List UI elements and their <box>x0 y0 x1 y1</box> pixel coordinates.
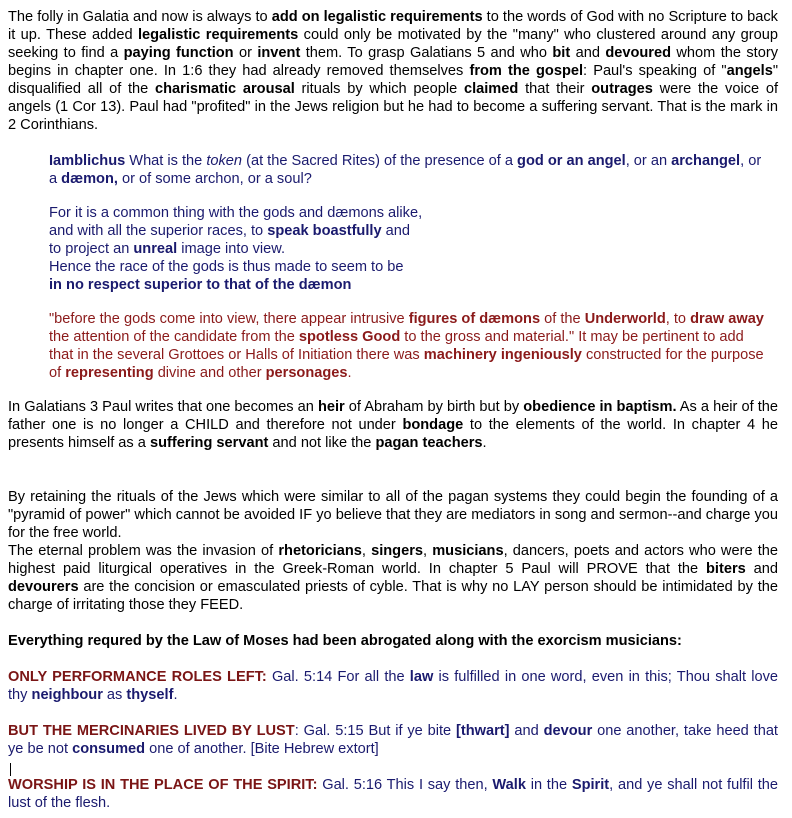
emphasis: law <box>409 669 434 685</box>
emphasis: spotless Good <box>298 329 401 345</box>
emphasis: Spirit <box>571 777 610 793</box>
worship-spirit-paragraph <box>8 776 778 812</box>
text: or of some archon, or a soul? <box>117 171 312 187</box>
emphasis: draw away <box>690 311 764 327</box>
scripture-text: one another, take heed that ye be not <box>8 723 778 757</box>
scripture-text: . <box>173 687 178 703</box>
emphasis: angels <box>726 63 773 79</box>
scripture-text: Gal. 5:14 For all the <box>266 669 410 685</box>
text: , to <box>665 311 691 327</box>
rhetoricians-paragraph <box>8 542 778 614</box>
text: By retaining the rituals of the Jews which were similar to all of the pagan systems they could begin the founding of a "pyramid of power" which cannot be avoided IF yo believe that they are mediators in song and sermon--and charge you for the free world. <box>8 489 778 541</box>
iamblichus-quote <box>49 152 769 188</box>
emphasis: pagan teachers <box>375 435 483 451</box>
emphasis: Walk <box>492 777 526 793</box>
pyramid-paragraph <box>8 488 778 542</box>
text: of Abraham by birth but by <box>344 399 524 415</box>
text: and <box>570 45 606 61</box>
text: Hence the race of the gods is thus made to seem to be <box>49 259 404 275</box>
text: to the elements of the world. In chapter 4 he presents himself as a <box>8 417 778 451</box>
text: to project an <box>49 241 134 257</box>
text: , dancers, poets and actors who were the highest paid liturgical operatives in the Greek-Roman world. In chapter 5 Paul will PROVE that the <box>8 543 778 577</box>
text: are the concision or emasculated priests of cyble. That is why no LAY person should be intimidated by the charge of irritating those they FEED. <box>8 579 778 613</box>
section-heading: WORSHIP IS IN THE PLACE OF THE SPIRIT: <box>8 777 318 793</box>
emphasis: charismatic arousal <box>155 81 295 97</box>
mercinaries-paragraph <box>8 722 778 758</box>
emphasis: obedience in baptism. <box>523 399 677 415</box>
text: to the words of God with no Scripture to back it up. These added <box>8 9 778 43</box>
text: or <box>233 45 258 61</box>
gods-daemons-quote <box>49 204 769 294</box>
emphasis: god or an angel <box>517 153 626 169</box>
emphasis: machinery ingeniously <box>423 347 582 363</box>
text: In Galatians 3 Paul writes that one becomes an <box>8 399 318 415</box>
text: . <box>347 365 352 381</box>
emphasis: heir <box>317 399 345 415</box>
scripture-text: and <box>509 723 544 739</box>
text: (at the Sacred Rites) of the presence of a <box>242 153 518 169</box>
scripture-text: , and ye shall not fulfil the lust of the flesh. <box>8 777 779 811</box>
emphasis: bit <box>552 45 571 61</box>
intro-paragraph <box>8 8 778 134</box>
emphasis: representing <box>65 365 154 381</box>
performance-roles-paragraph <box>8 668 778 704</box>
emphasis: bondage <box>402 417 464 433</box>
text: rituals by which people <box>294 81 464 97</box>
text: , <box>361 543 372 559</box>
text-cursor-bar <box>10 763 11 776</box>
text: , or an <box>625 153 672 169</box>
emphasis: Underworld <box>584 311 666 327</box>
scripture-text: is fulfilled in one word, even in this; Thou shalt love thy <box>8 669 778 703</box>
galatians-3-paragraph <box>8 398 778 452</box>
emphasis: speak boastfully <box>267 223 382 239</box>
italic-text: token <box>206 153 243 169</box>
emphasis: legalistic requirements <box>137 27 299 43</box>
text: As a heir of the father one is no longer a CHILD and therefore not under <box>8 399 778 433</box>
text: "before the gods come into view, there appear intrusive <box>49 311 409 327</box>
text: What is the <box>125 153 207 169</box>
text: , <box>423 543 433 559</box>
text: the attention of the candidate from the <box>49 329 299 345</box>
emphasis: devour <box>543 723 593 739</box>
text: of the <box>540 311 585 327</box>
emphasis: outrages <box>591 81 653 97</box>
emphasis: musicians <box>432 543 504 559</box>
scripture-text: Gal. 5:16 This I say then, <box>317 777 493 793</box>
text: " disqualified all of the <box>8 63 779 97</box>
text: The eternal problem was the invasion of <box>8 543 279 559</box>
text: them. To grasp Galatians 5 and who <box>300 45 553 61</box>
emphasis: thyself <box>126 687 174 703</box>
scripture-text: as <box>102 687 127 703</box>
section-heading: ONLY PERFORMANCE ROLES LEFT: <box>8 669 267 685</box>
text: The folly in Galatia and now is always to <box>8 9 272 25</box>
text: : Paul's speaking of " <box>583 63 727 79</box>
emphasis: personages <box>265 365 348 381</box>
emphasis: in no respect superior to that of the dæmon <box>49 277 352 293</box>
emphasis: neighbour <box>31 687 103 703</box>
text: could only be motivated by the "many" who clustered around any group seeking to find a <box>8 27 778 61</box>
emphasis: from the gospel <box>469 63 584 79</box>
scripture-text: in the <box>525 777 572 793</box>
text: whom the story begins in chapter one. In 1:6 they had already removed themselves <box>8 45 778 79</box>
emphasis: [thwart] <box>456 723 510 739</box>
emphasis: dæmon, <box>61 171 118 187</box>
emphasis: singers <box>371 543 423 559</box>
emphasis: archangel <box>671 153 741 169</box>
quote-author: Iamblichus <box>49 153 126 169</box>
text: and not like the <box>268 435 376 451</box>
text: image into view. <box>177 241 286 257</box>
emphasis: consumed <box>72 741 146 757</box>
emphasis: claimed <box>463 81 519 97</box>
section-heading: BUT THE MERCINARIES LIVED BY LUST <box>8 723 295 739</box>
text: and <box>745 561 778 577</box>
text: For it is a common thing with the gods and dæmons alike, <box>49 205 423 221</box>
emphasis: devoured <box>605 45 672 61</box>
text: , or a <box>49 153 762 187</box>
emphasis: biters <box>706 561 746 577</box>
law-abrogated-heading <box>8 632 778 650</box>
emphasis: Everything requred by the Law of Moses had been abrogated along with the exorcism musicians: <box>8 633 682 649</box>
text: were the voice of angels (1 Cor 13). Paul had "profited" in the Jews religion but he had to become a suffering servant. That is the mark in 2 Corinthians. <box>8 81 779 133</box>
text: constructed for the purpose of <box>49 347 764 381</box>
emphasis: add on legalistic requirements <box>271 9 483 25</box>
emphasis: invent <box>257 45 301 61</box>
emphasis: paying function <box>123 45 234 61</box>
text: and <box>381 223 410 239</box>
scripture-text: one of another. [Bite Hebrew extort] <box>145 741 379 757</box>
emphasis: unreal <box>133 241 178 257</box>
text: and with all the superior races, to <box>49 223 268 239</box>
emphasis: rhetoricians <box>278 543 362 559</box>
text: that their <box>518 81 592 97</box>
text: . <box>482 435 487 451</box>
emphasis: devourers <box>8 579 79 595</box>
emphasis: figures of dæmons <box>408 311 541 327</box>
underworld-quote <box>49 310 769 382</box>
text: to the gross and material." It may be pertinent to add that in the several Grottoes or Halls of Initiation there was <box>49 329 744 363</box>
emphasis: suffering servant <box>149 435 269 451</box>
scripture-text: : Gal. 5:15 But if ye bite <box>294 723 457 739</box>
text: divine and other <box>153 365 266 381</box>
